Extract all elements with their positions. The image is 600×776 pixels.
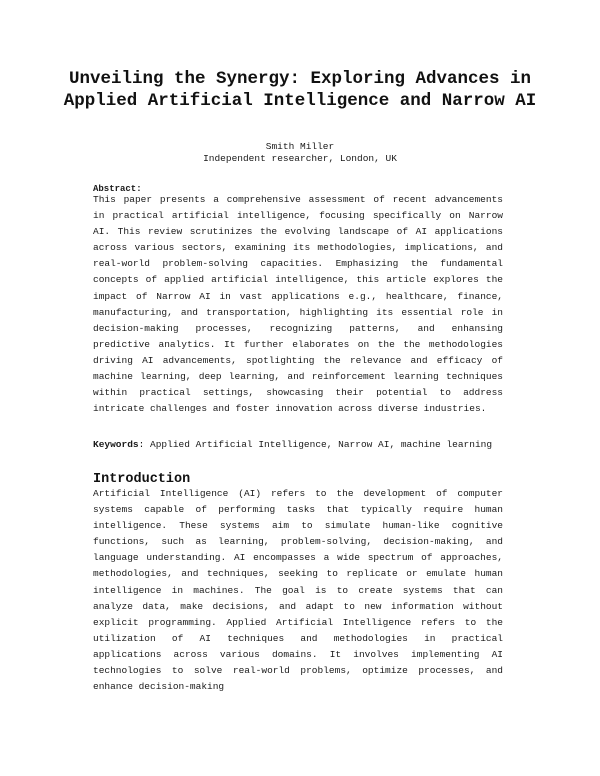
author-name: Smith Miller [265,141,335,152]
abstract-text: This paper presents a comprehensive assessment of recent advancements in practical artificial intelligence, focusing specifically on Narrow AI. This review scrutinizes the evolving landscape of AI applications across various sectors, examining its methodologies, implications, and real-world problem-solving capacities. Emphasizing the fundamental concepts of applied artificial intelligence, this article explores the impact of Narrow AI in vast applications e.g., healthcare, finance, manufacturing, and transportation, highlighting its essential role in decision-making processes, recognizing patterns, and enhansing predictive analytics. It further elaborates on the the methodologies driving AI advancements, spotlighting the relevance and efficacy of machine learning, deep learning, and reinforcement learning techniques within practical settings, showcasing their potential to address intricate challenges and foster innovation across diverse industries. [93,194,503,415]
author-affiliation: Independent researcher, London, UK [203,153,397,164]
author-block [80,141,520,165]
introduction-text: Artificial Intelligence (AI) refers to the development of computer systems capable of performing tasks that typically require human intelligence. These systems aim to simulate human-like cognitive functions, such as learning, problem-solving, decision-making, and language understanding. AI encompasses a wide spectrum of approaches, methodologies, and techniques, seeking to replicate or emulate human intelligence in machines. The goal is to create systems that can analyze data, make decisions, and adapt to new information without explicit programming. Applied Artificial Intelligence refers to the utilization of AI techniques and methodologies in practical applications across various domains. It involves implementing AI technologies to solve real-world problems, optimize processes, and enhance decision-making [93,488,503,693]
keywords-line [93,437,513,453]
paper-title: Unveiling the Synergy: Exploring Advances in Applied Artificial Intelligence and Narrow AI [63,69,537,111]
abstract-label: Abstract: [93,184,142,194]
introduction-heading: Introduction [93,472,191,487]
keywords-label: Keywords [93,439,139,450]
keywords-text: : Applied Artificial Intelligence, Narrow AI, machine learning [138,439,493,450]
